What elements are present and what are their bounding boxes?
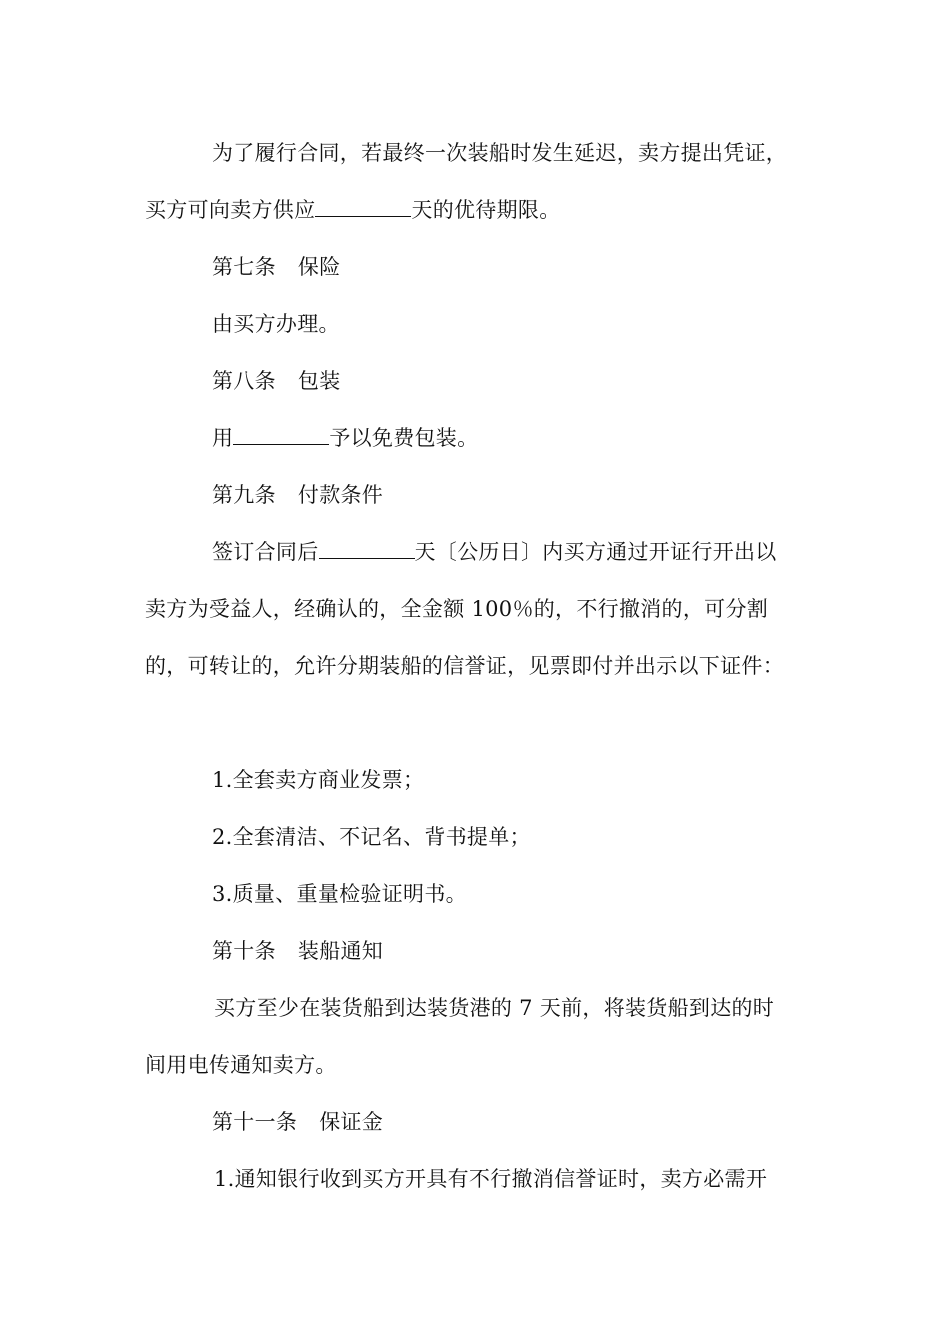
text-line: 卖方为受益人，经确认的，全金额 100％的，不行撤消的，可分割 [145,597,769,621]
article-heading [212,480,383,510]
paragraph-line [145,594,768,624]
paragraph-line [214,1164,767,1194]
paragraph-line [145,195,561,225]
text-line: 间用电传通知卖方。 [145,1053,337,1077]
paragraph-line [145,1050,337,1080]
article-number: 第九条 [212,483,276,507]
text-segment: 天〔公历日〕内买方通过开证行开出以 [414,540,777,564]
text-line: 买方至少在装货船到达装货港的 7 天前，将装货船到达的时 [214,996,775,1020]
list-item [212,879,467,909]
article-title: 保证金 [319,1110,384,1134]
article-number: 第七条 [212,255,276,279]
text-segment: 签订合同后 [212,540,319,564]
article-number: 第十一条 [212,1110,298,1134]
list-item [212,822,531,852]
list-item [212,765,424,795]
text-line: 的，可转让的，允许分期装船的信誉证，见票即付并出示以下证件： [145,654,784,678]
fill-in-blank [319,538,415,559]
article-title: 保险 [297,255,341,279]
text-line: 1.通知银行收到买方开具有不行撤消信誉证时，卖方必需开 [214,1167,768,1191]
paragraph-line [145,651,784,681]
list-item-text: 3.质量、重量检验证明书。 [212,882,467,906]
paragraph-line [214,993,774,1023]
article-title: 包装 [297,369,341,393]
text-line: 为了履行合同，若最终一次装船时发生延迟，卖方提出凭证， [212,141,788,165]
article-number: 第八条 [212,369,276,393]
paragraph-line [212,138,787,168]
list-item-text: 2.全套清洁、不记名、背书提单； [212,825,531,849]
fill-in-blank [233,424,329,445]
paragraph-line [212,537,777,567]
article-heading [212,252,341,282]
text-line: 由买方办理。 [212,312,340,336]
article-title: 装船通知 [297,939,384,963]
paragraph-line [212,309,340,339]
text-segment: 用 [212,426,234,450]
list-item-text: 1.全套卖方商业发票； [212,768,425,792]
text-segment: 买方可向卖方供应 [145,198,316,222]
fill-in-blank [315,196,411,217]
article-title: 付款条件 [297,483,384,507]
paragraph-line [212,423,478,453]
text-segment: 天的优待期限。 [411,198,561,222]
article-heading [212,366,341,396]
text-segment: 予以免费包装。 [329,426,479,450]
article-heading [212,1107,383,1137]
article-heading [212,936,383,966]
article-number: 第十条 [212,939,276,963]
